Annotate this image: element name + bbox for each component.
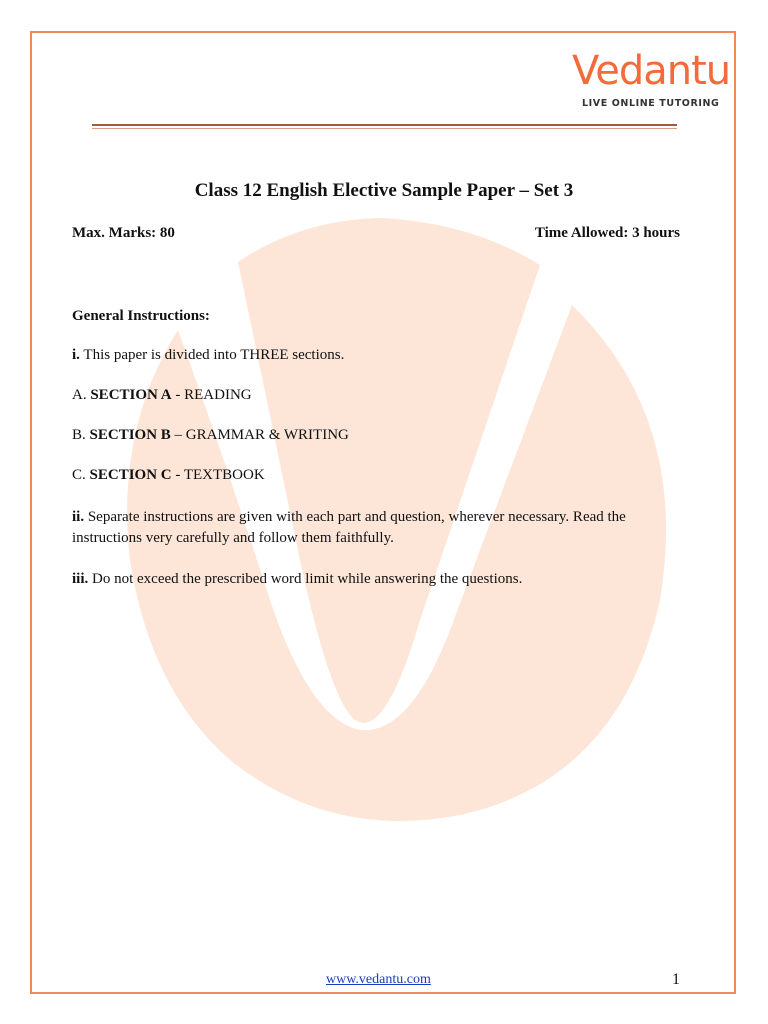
item-number: iii.	[72, 571, 89, 587]
page-title: Class 12 English Elective Sample Paper – Set 3	[194, 180, 574, 201]
section-label: SECTION A	[90, 387, 172, 403]
item-text: Separate instructions are given with each part and question, wherever necessary. Read the instructions very carefully and follow them faithfully.	[72, 509, 626, 546]
page-number: 1	[672, 971, 680, 988]
logo-wordmark: Vedantu	[572, 48, 731, 94]
instruction-item-1	[72, 345, 687, 366]
section-prefix: A.	[72, 387, 87, 403]
item-number: ii.	[72, 509, 85, 525]
section-desc: - TEXTBOOK	[175, 467, 265, 483]
instructions-heading: General Instructions:	[72, 308, 210, 324]
section-b-line	[72, 425, 687, 446]
time-allowed: Time Allowed: 3 hours	[534, 225, 680, 241]
section-label: SECTION C	[89, 467, 172, 483]
section-label: SECTION B	[89, 427, 171, 443]
header-rule	[92, 124, 677, 126]
item-number: i.	[72, 347, 80, 363]
header-rule-thin	[92, 128, 677, 129]
section-desc: – GRAMMAR & WRITING	[174, 427, 349, 443]
footer-website-link[interactable]: www.vedantu.com	[326, 972, 431, 987]
logo-tagline: LIVE ONLINE TUTORING	[582, 98, 720, 109]
vedantu-logo	[570, 48, 731, 120]
max-marks: Max. Marks: 80	[72, 225, 175, 241]
section-desc: - READING	[175, 387, 252, 403]
item-text: Do not exceed the prescribed word limit while answering the questions.	[92, 571, 523, 587]
section-c-line	[72, 465, 687, 486]
instruction-item-2	[72, 507, 687, 549]
instruction-item-3	[72, 569, 687, 590]
item-text: This paper is divided into THREE sections.	[83, 347, 345, 363]
section-a-line	[72, 385, 687, 406]
section-prefix: B.	[72, 427, 86, 443]
section-prefix: C.	[72, 467, 86, 483]
